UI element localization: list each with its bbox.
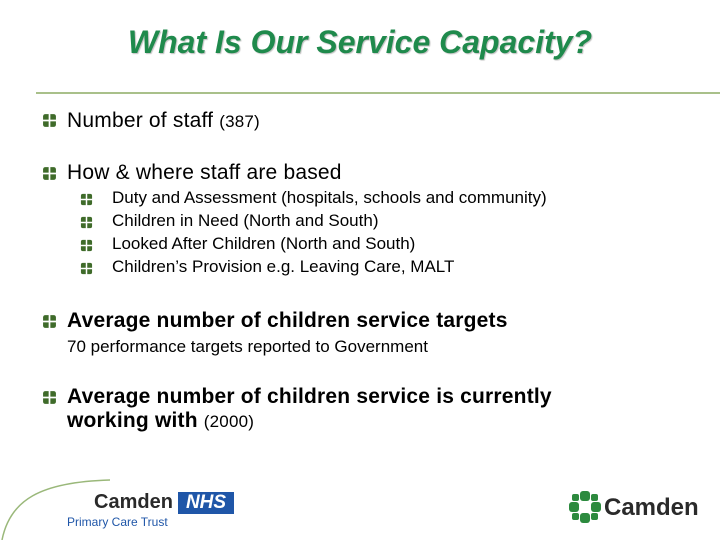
- subitem-provision: Children’s Provision e.g. Leaving Care, MALT: [112, 257, 455, 276]
- sub-bullet-icon: [80, 193, 93, 206]
- item-working-with-line2: [67, 409, 254, 433]
- item-value: (387): [219, 112, 260, 131]
- item-text: Number of staff: [67, 109, 214, 132]
- bullet-icon: [42, 166, 57, 181]
- subitem-looked-after: Looked After Children (North and South): [112, 234, 416, 253]
- subitem-duty: Duty and Assessment (hospitals, schools and community): [112, 188, 547, 207]
- slide-title: What Is Our Service Capacity?: [127, 24, 593, 60]
- logo-left-subtitle: Primary Care Trust: [67, 515, 168, 529]
- subitem-children-in-need: Children in Need (North and South): [112, 211, 379, 230]
- nhs-badge: NHS: [178, 492, 234, 514]
- item-text: working with: [67, 409, 198, 432]
- camden-emblem-icon: [568, 490, 602, 524]
- bullet-icon: [42, 390, 57, 405]
- item-working-with-line1: Average number of children service is currently: [67, 385, 552, 408]
- item-value: (2000): [203, 412, 255, 431]
- sub-bullet-icon: [80, 239, 93, 252]
- camden-council-logo: [560, 486, 710, 532]
- item-staff-based: How & where staff are based: [67, 161, 342, 184]
- logo-left-name: Camden: [94, 491, 173, 513]
- item-service-targets-note: 70 performance targets reported to Government: [67, 337, 428, 356]
- sub-bullet-icon: [80, 216, 93, 229]
- title-divider: [36, 92, 720, 94]
- bullet-icon: [42, 113, 57, 128]
- camden-nhs-logo: [62, 486, 262, 532]
- item-service-targets: Average number of children service targets: [67, 309, 508, 332]
- sub-bullet-icon: [80, 262, 93, 275]
- logo-right-name: Camden: [604, 494, 699, 521]
- item-staff-number: [67, 109, 260, 133]
- bullet-icon: [42, 314, 57, 329]
